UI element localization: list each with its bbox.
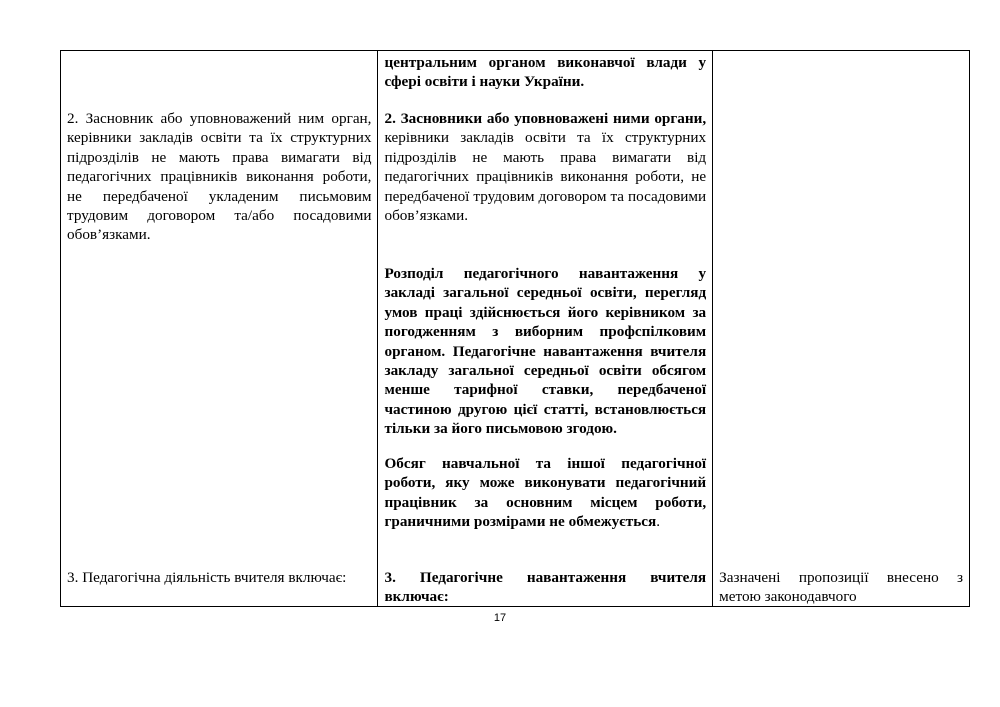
current-text-column: [61, 51, 378, 607]
workload-volume-bold: Обсяг навчальної та іншої педагогічної роботи, яку може виконувати педагогічний працівник за основним місцем роботи, граничними розмірами не обмежується: [384, 455, 707, 531]
workload-volume-end: .: [656, 513, 660, 531]
comment-note: Зазначені пропозиції внесено з метою законодавчого: [719, 569, 963, 606]
workload-volume-paragraph: [384, 454, 706, 532]
proposed-paragraph-2: [384, 109, 706, 225]
comment-column: [713, 51, 970, 607]
proposed-paragraph-2-bold: 2. Засновники або уповноважені ними органи,: [384, 110, 707, 127]
table-row: [61, 51, 970, 607]
current-paragraph-3: 3. Педагогічна діяльність вчителя включає:: [67, 569, 347, 586]
proposed-text-column: [378, 51, 713, 607]
proposed-paragraph-3: 3. Педагогічне навантаження вчителя включає:: [384, 569, 707, 606]
workload-distribution-paragraph: Розподіл педагогічного навантаження у закладі загальної середньої освіти, перегляд умов праці здійснюється його керівником за погодженням з виборним профспілковим органом. Педагогічне навантаження вчителя закладу загальної середньої освіти обсягом менше тарифної ставки, передбаченої частиною другою цієї статті, встановлюється тільки за його письмовою згодою.: [384, 265, 707, 438]
proposed-top-fragment: центральним органом виконавчої влади у сфері освіти і науки України.: [384, 54, 707, 91]
page-number: 17: [493, 612, 507, 624]
proposed-paragraph-2-rest: керівники закладів освіти та їх структурних підрозділів не мають права вимагати від педагогічних працівників виконання роботи, не передбаченої трудовим договором та посадовими обов’язками.: [384, 129, 707, 225]
current-paragraph-2: 2. Засновник або уповноважений ним орган, керівники закладів освіти та їх структурних підрозділів не мають права вимагати від педагогічних працівників виконання роботи, не передбаченої укладеним письмовим трудовим договором та/або посадовими обов’язками.: [67, 110, 372, 244]
comparison-table: [60, 50, 970, 607]
